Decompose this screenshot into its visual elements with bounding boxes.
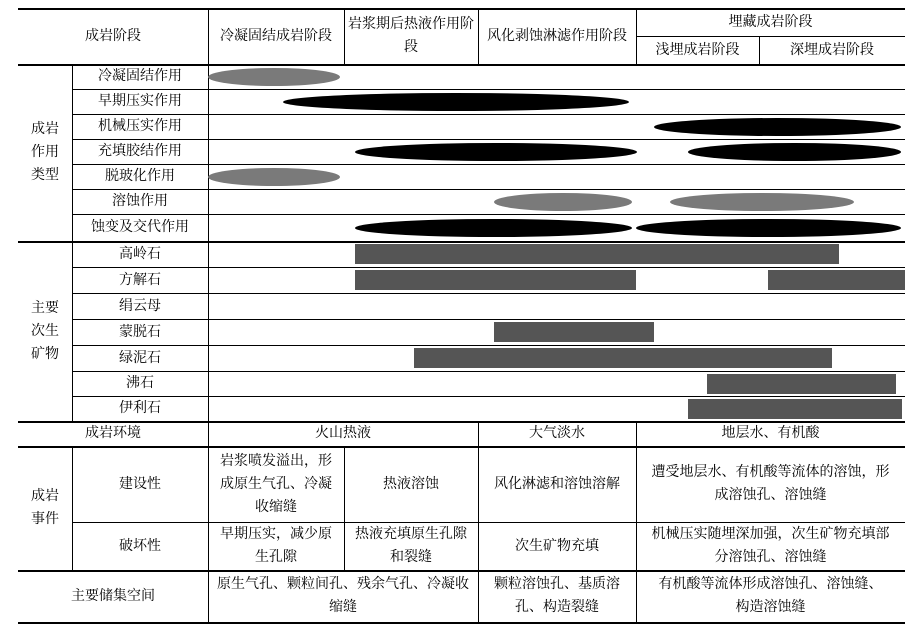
grid-line — [72, 139, 905, 140]
group-label-diagenesis-types-text: 成岩作用类型 — [31, 121, 59, 183]
storage-burial: 有机酸等流体形成溶蚀孔、溶蚀缝、构造溶蚀缝 — [658, 576, 883, 615]
row-label: 充填胶结作用 — [98, 143, 182, 159]
events-label-text: 成岩事件 — [31, 488, 59, 527]
mineral-range-bar — [688, 399, 902, 419]
constructive-burial: 遭受地层水、有机酸等流体的溶蚀，形成溶蚀孔、溶蚀缝 — [651, 464, 890, 503]
header-burial-deep: 深埋成岩阶段 — [790, 41, 874, 58]
row-label: 绿泥石 — [119, 349, 161, 366]
grid-line — [344, 8, 345, 64]
group-label-diagenesis-types — [18, 64, 72, 241]
constructive-hydrothermal: 热液溶蚀 — [383, 475, 439, 492]
storage-volcanic: 原生气孔、颗粒间孔、残余气孔、冷凝收缩缝 — [217, 576, 469, 615]
grid-line — [72, 345, 905, 346]
destructive-weathering: 次生矿物充填 — [515, 537, 599, 554]
grid-line — [344, 446, 345, 570]
grid-line — [72, 164, 905, 165]
process-range-ellipse — [355, 219, 632, 237]
row-label: 伊利石 — [119, 400, 161, 416]
environment-label: 成岩环境 — [85, 425, 141, 441]
grid-line — [72, 89, 905, 90]
grid-line — [72, 319, 905, 320]
grid-line — [72, 371, 905, 372]
events-constructive-label: 建设性 — [119, 475, 161, 492]
grid-line — [636, 421, 637, 622]
grid-line — [636, 8, 637, 64]
row-label: 绢云母 — [119, 297, 161, 314]
header-stage-burial: 埋藏成岩阶段 — [728, 13, 813, 30]
mineral-range-bar — [707, 374, 896, 394]
header-stage-hydrothermal: 岩浆期后热液作用阶段 — [348, 16, 474, 55]
grid-line — [72, 114, 905, 115]
destructive-burial: 机械压实随埋深加强，次生矿物充填部分溶蚀孔、溶蚀缝 — [651, 526, 890, 565]
grid-line — [72, 267, 905, 268]
grid-line — [478, 421, 479, 622]
process-range-ellipse — [208, 168, 340, 186]
row-label: 蚀变及交代作用 — [91, 219, 189, 235]
mineral-range-bar — [355, 244, 840, 264]
row-label: 高岭石 — [119, 245, 161, 262]
row-label: 机械压实作用 — [98, 118, 182, 134]
process-range-ellipse — [654, 118, 901, 136]
grid-line — [18, 64, 905, 66]
mineral-range-bar — [494, 322, 655, 342]
grid-line — [208, 8, 209, 622]
grid-line — [636, 36, 905, 37]
grid-line — [18, 241, 905, 243]
process-range-ellipse — [636, 219, 901, 237]
storage-label: 主要储集空间 — [71, 587, 155, 604]
process-range-ellipse — [670, 193, 854, 211]
row-label: 蒙脱石 — [119, 323, 161, 340]
mineral-range-bar — [355, 270, 636, 290]
environment-meteoric: 大气淡水 — [529, 425, 585, 441]
destructive-hydrothermal: 热液充填原生孔隙和裂缝 — [355, 526, 467, 565]
grid-line — [759, 36, 760, 64]
header-stage-weathering: 风化剥蚀淋滤作用阶段 — [487, 27, 627, 44]
row-label: 方解石 — [119, 271, 161, 288]
group-label-secondary-minerals — [18, 241, 72, 421]
grid-line — [72, 293, 905, 294]
grid-line — [18, 570, 905, 572]
constructive-weathering: 风化淋滤和溶蚀溶解 — [494, 475, 620, 492]
row-label: 沸石 — [126, 375, 154, 391]
header-stage-label: 成岩阶段 — [85, 27, 141, 44]
row-label: 早期压实作用 — [98, 93, 182, 109]
events-label — [18, 446, 72, 570]
group-label-secondary-minerals-text: 主要次生矿物 — [31, 299, 59, 362]
environment-formation-water: 地层水、有机酸 — [721, 425, 820, 441]
row-label: 冷凝固结作用 — [98, 68, 182, 84]
process-range-ellipse — [355, 143, 637, 161]
grid-line — [72, 446, 73, 570]
grid-line — [18, 421, 905, 423]
constructive-cooling: 岩浆喷发溢出，形成原生气孔、冷凝收缩缝 — [220, 452, 332, 515]
row-label: 脱玻化作用 — [105, 168, 175, 184]
grid-line — [72, 64, 73, 421]
storage-weathering: 颗粒溶蚀孔、基质溶孔、构造裂缝 — [494, 576, 620, 615]
destructive-cooling: 早期压实，减少原生孔隙 — [220, 526, 332, 565]
grid-line — [18, 622, 905, 624]
row-label: 溶蚀作用 — [112, 193, 168, 209]
mineral-range-bar — [414, 348, 832, 368]
process-range-ellipse — [208, 68, 340, 86]
process-range-ellipse — [494, 193, 632, 211]
events-destructive-label: 破坏性 — [119, 537, 161, 554]
grid-line — [18, 446, 905, 448]
header-stage-cooling: 冷凝固结成岩阶段 — [220, 27, 332, 44]
grid-line — [72, 522, 905, 523]
mineral-range-bar — [768, 270, 905, 290]
grid-line — [72, 189, 905, 190]
grid-line — [72, 214, 905, 215]
grid-line — [478, 8, 479, 64]
grid-line — [72, 396, 905, 397]
process-range-ellipse — [283, 93, 629, 111]
header-burial-shallow: 浅埋成岩阶段 — [655, 41, 740, 58]
environment-hydrothermal: 火山热液 — [315, 425, 371, 441]
grid-line — [18, 8, 905, 10]
process-range-ellipse — [688, 143, 901, 161]
